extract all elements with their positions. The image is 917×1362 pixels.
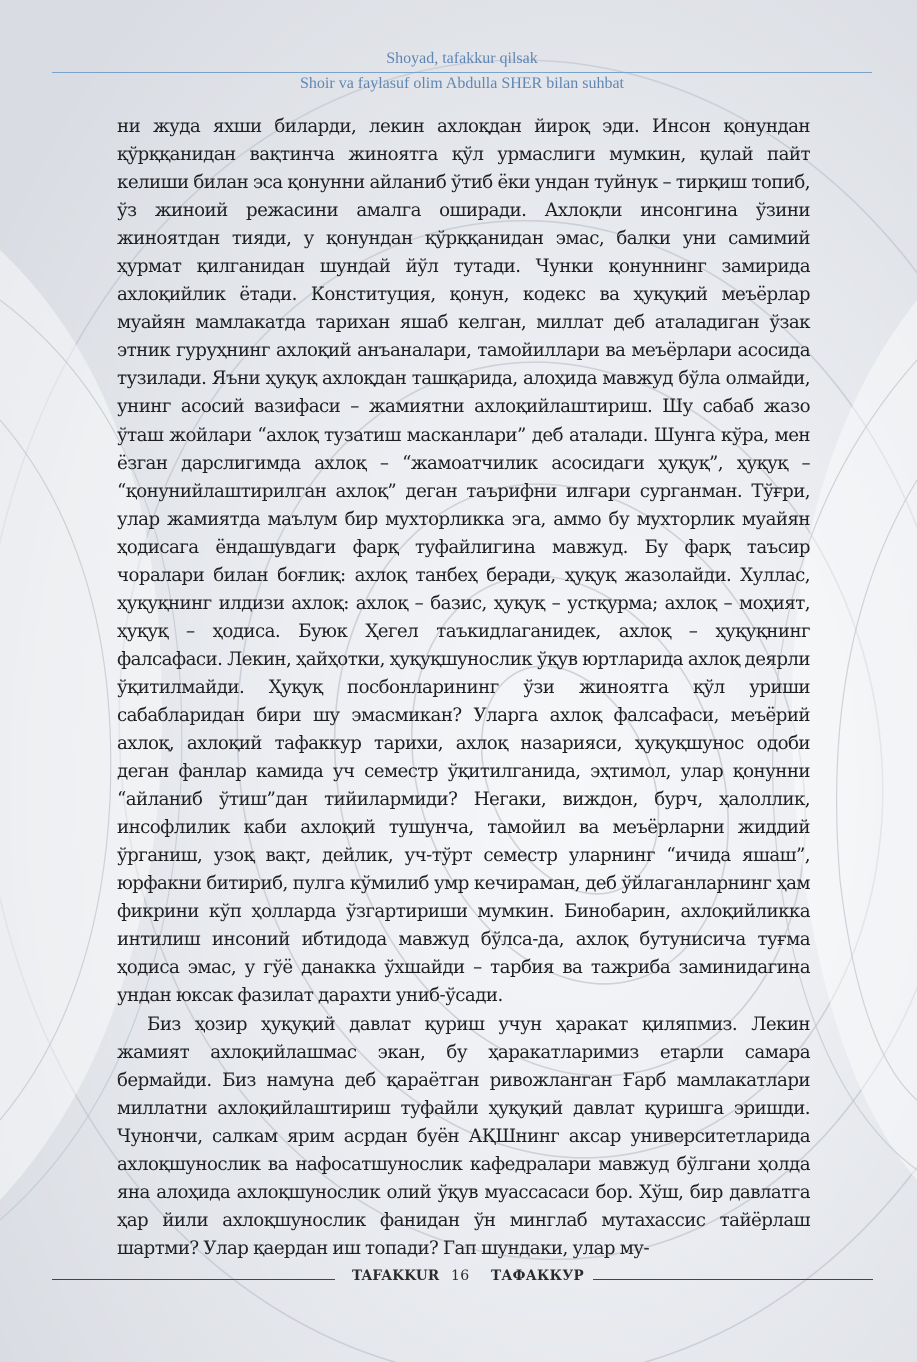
- page-number: 16: [451, 1268, 470, 1284]
- paragraph-1: ни жуда яхши биларди, лекин ахлоқдан йироқ эди. Инсон қонундан қўрққанидан вақтинча жиноятга қўл урмаслиги мумкин, қулай пайт келиши билан эса қонунни айланиб ўтиб ёки ундан туйнук – тирқиш топиб, ўз жиноий режасини амалга оширади. Ахлоқли инсонгина ўзини жиноятдан тияди, у қонундан қўрққанидан эмас, балки уни самимий ҳурмат қилганидан шундай йўл тутади. Чунки қонуннинг замирида ахлоқийлик ётади. Конституция, қонун, кодекс ва ҳуқуқий меъёрлар муайян мамлакатда тарихан яшаб келган, миллат деб аталадиган ўзак этник гуруҳнинг ахлоқий анъаналари, тамойиллари ва меъёрлари асосида тузилади. Яъни ҳуқуқ ахлоқдан ташқарида, алоҳида мавжуд бўла олмайди, унинг асосий вазифаси – жамиятни ахлоқийлаштириш. Шу сабаб жазо ўташ жойлари “ахлоқ тузатиш масканлари” деб аталади. Шунга кўра, мен ёзган дарслигимда ахлоқ – “жамоатчилик асосидаги ҳуқуқ”, ҳуқуқ – “қонунийлаштирилган ахлоқ” деган таърифни илгари сурганман. Тўғри, улар жамиятда маълум бир мухторликка эга, аммо бу мухторлик муайян ҳодисага ёндашувдаги фарқ туфайлигина мавжуд. Бу фарқ таъсир чоралари билан боғлиқ: ахлоқ танбеҳ беради, ҳуқуқ жазолайди. Хуллас, ҳуқуқнинг илдизи ахлоқ: ахлоқ – базис, ҳуқуқ – устқурма; ахлоқ – моҳият, ҳуқуқ – ҳодиса. Буюк Ҳегел таъкидлаганидек, ахлоқ – ҳуқуқнинг фалсафаси. Лекин, ҳайҳотки, ҳуқуқшунослик ўқув юртларида ахлоқ деярли ўқитилмайди. Ҳуқуқ посбонларининг ўзи жиноятга қўл уриши сабабларидан бири шу эмасмикан? Уларга ахлоқ фалсафаси, меъёрий ахлоқ, ахлоқий тафаккур тарихи, ахлоқ назарияси, ҳуқуқшунос одоби деган фанлар камида уч семестр ўқитилганида, эҳтимол, улар қонунни “айланиб ўтиш”дан тийилармиди? Негаки, виждон, бурч, ҳалоллик, инсофлилик каби ахлоқий тушунча, тамойил ва меъёрларни жиддий ўрганиш, узоқ вақт, дейлик, уч-тўрт семестр уларнинг “ичида яшаш”, юрфакни битириб, пулга кўмилиб умр кечираман, деб ўйлаганларнинг ҳам фикрини кўп ҳолларда ўзгартириши мумкин. Бинобарин, ахлоқийликка интилиш инсоний ибтидода мавжуд бўлса-да, ахлоқ бутунисича туғма ҳодиса эмас, у гўё данакка ўхшайди – тарбия ва тажриба заминидагина ундан юксак фазилат дарахти униб-ўсади.: [117, 116, 810, 1007]
- footer-magazine-latin: TAFAKKUR: [352, 1268, 440, 1284]
- header-title: Shoyad, tafakkur qilsak: [386, 50, 538, 67]
- paragraph-2: Биз ҳозир ҳуқуқий давлат қуриш учун ҳаракат қиляпмиз. Лекин жамият ахлоқийлашмас экан, бу ҳаракатларимиз етарли самара бермайди. Биз намуна деб қараётган ривожланган Ғарб мамлакатлари миллатни ахлоқийлаштириш туфайли ҳуқуқий давлат қуришга эришди. Чунончи, салкам ярим асрдан буён АҚШнинг аксар университетларида ахлоқшунослик ва нафосатшунослик кафедралари мавжуд бўлгани ҳолда яна алоҳида ахлоқшунослик олий ўқув муассасаси бор. Хўш, бир давлатга ҳар йили ахлоқшунослик фанидан ўн минглаб мутахассис тайёрлаш шартми? Улар қаердан иш топади? Гап шундаки, улар му-: [117, 1013, 810, 1259]
- footer-magazine-cyrillic: ТАФАККУР: [491, 1268, 584, 1284]
- article-body: [117, 113, 810, 1263]
- footer-rule-left: [52, 1279, 335, 1280]
- header-subtitle: Shoir va faylasuf olim Abdulla SHER bilan suhbat: [300, 75, 624, 92]
- page-footer: [0, 1262, 917, 1302]
- footer-rule-right: [593, 1279, 873, 1280]
- header-rule: [52, 72, 872, 73]
- running-header: [0, 0, 917, 100]
